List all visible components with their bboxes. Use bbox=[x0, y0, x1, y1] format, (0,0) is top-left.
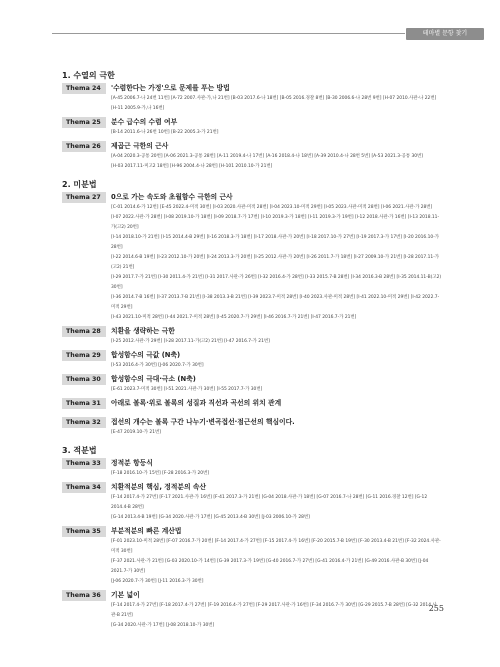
section-title: 1. 수열의 극한 bbox=[62, 71, 115, 80]
theme-body bbox=[111, 374, 442, 395]
theme-row bbox=[62, 458, 442, 479]
theme-ref-line: [I-53 2016.4-가 30번] [J-06 2020.7-가 30번] bbox=[111, 363, 204, 368]
theme-title: 정적분 항등식 bbox=[111, 459, 153, 467]
theme-ref-line: [B-14 2011.6-나 26번 10번] [B-22 2005.3-가 21번] bbox=[111, 130, 219, 135]
header-tab-label: 테마별 문항 찾기 bbox=[422, 30, 468, 37]
theme-row bbox=[62, 117, 442, 138]
theme-body bbox=[111, 83, 442, 114]
theme-tag: Thema 26 bbox=[62, 141, 106, 152]
theme-tag: Thema 25 bbox=[62, 117, 106, 128]
theme-ref-line: [I-43 2021.10-미적 28번] [I-44 2021.7-미적 28번] [I-45 2020.7-가 29번] [I-46 2016.7-가 21번] [I-47 2016.7-가 21번] bbox=[111, 315, 357, 320]
index-content bbox=[62, 70, 442, 638]
theme-ref-line: [I-22 2014.6-B 19번] [I-23 2012.10-가 20번] [I-24 2013.3-가 20번] [I-25 2012.사관-가 20번] [I-26 2011.7-가 18번] [I-27 2009.10-가 21번] [I-28 2017.11-가(고2) 21번] bbox=[111, 255, 440, 270]
theme-body bbox=[111, 458, 442, 479]
theme-tag: Thema 29 bbox=[62, 350, 106, 361]
theme-row bbox=[62, 374, 442, 395]
theme-tag: Thema 36 bbox=[62, 590, 106, 601]
theme-body bbox=[111, 398, 442, 414]
section-spacer bbox=[62, 634, 442, 638]
theme-ref-line: [I-29 2017.7-가 21번] [I-30 2011.4-가 21번] [I-31 2017.사관-가 26번] [I-32 2016.4-가 28번] [I-33 2015.7-B 28번] [I-34 2016.3-B 28번] [I-35 2014.11-B(고2) 30번] bbox=[111, 275, 442, 290]
page-header bbox=[0, 28, 500, 40]
theme-ref-line: [G-34 2020.사관-가 17번] [J-08 2018.10-가 30번] bbox=[111, 623, 215, 628]
theme-ref-line: [F-14 2017.4-가 27번] [F-17 2021.사관-가 16번] [F-41 2017.3-가 21번] [G-04 2018.사관-가 18번] [G-07 2016.7-나 28번] [G-11 2016.경찰 12번] [G-12 2014.4-B 28번] bbox=[111, 495, 428, 510]
theme-row bbox=[62, 192, 442, 323]
theme-title: 접선의 개수는 볼록 구간 나누기·변곡접선·점근선의 핵심이다. bbox=[111, 418, 295, 426]
theme-ref-line: [G-14 2013.4-B 19번] [G-34 2020.사관-가 17번] [G-45 2013.4-B 30번] [J-03 2006.10-가 28번] bbox=[111, 515, 310, 520]
theme-ref-line: [J-06 2020.7-가 30번] [J-11 2016.3-가 30번] bbox=[111, 579, 204, 584]
theme-title: 합성함수의 극대·극소 (N축) bbox=[111, 375, 196, 383]
theme-ref-line: [H-03 2017.11-미고2 18번] [H-96 2004.4-나 28번] [H-101 2010.10-가 21번] bbox=[111, 164, 273, 169]
theme-ref-line: [C-01 2014.6-가 12번] [E-45 2022.4-미적 30번] [I-03 2020.사관-미적 28번] [I-04 2023.10-미적 29번] [I-05 2023.사관-미적 28번] [I-06 2021.사관-가 28번] bbox=[111, 205, 433, 210]
theme-body bbox=[111, 417, 442, 438]
theme-body bbox=[111, 350, 442, 371]
theme-tag: Thema 35 bbox=[62, 526, 106, 537]
theme-tag: Thema 33 bbox=[62, 458, 106, 469]
theme-title: 기본 넓이 bbox=[111, 591, 140, 599]
theme-row bbox=[62, 141, 442, 172]
theme-title: 치환적분의 핵심, 정적분의 속산 bbox=[111, 483, 207, 491]
theme-ref-line: [I-14 2018.10-가 21번] [I-15 2014.4-B 29번] [I-16 2018.3-가 18번] [I-17 2018.사관-가 20번] [I-18 2017.10-가 27번] [I-19 2017.3-가 17번] [I-20 2016.10-가 28번] bbox=[111, 235, 440, 250]
section-title: 3. 적분법 bbox=[62, 446, 97, 455]
theme-title: 치환을 생략하는 극한 bbox=[111, 327, 175, 335]
theme-title: 0으로 가는 속도와 초월함수 극한의 근사 bbox=[111, 193, 233, 201]
theme-tag: Thema 34 bbox=[62, 482, 106, 493]
theme-tag: Thema 31 bbox=[62, 398, 106, 409]
section-title: 2. 미분법 bbox=[62, 180, 97, 189]
theme-row bbox=[62, 350, 442, 371]
theme-ref-line: [F-01 2023.10-미적 28번] [F-07 2016.7-가 20번] [F-14 2017.4-가 27번] [F-15 2017.4-가 16번] [F-20 2015.7-B 19번] [F-30 2013.4-B 21번] [F-32 2024.사관-미적 30번] bbox=[111, 539, 441, 554]
theme-title: 분수 급수의 수렴 여부 bbox=[111, 118, 178, 126]
theme-ref-line: [F-18 2016.10-가 15번] [F-28 2016.3-가 20번] bbox=[111, 471, 210, 476]
theme-body bbox=[111, 526, 442, 587]
theme-body bbox=[111, 482, 442, 523]
theme-row bbox=[62, 417, 442, 438]
theme-ref-line: [F-14 2017.4-가 27번] [F-18 2017.4-가 27번] [F-19 2016.4-가 27번] [F-29 2017.사관-가 16번] [F-34 2016.7-가 30번] [G-29 2015.7-B 28번] [G-32 2014.사관-B 21번] bbox=[111, 603, 437, 618]
theme-row bbox=[62, 482, 442, 523]
theme-ref-line: [A-04 2020.3-공통 20번] [A-06 2021.3-공통 28번] [A-11 2019.4-나 17번] [A-16 2018.4-나 18번] [A-39 2010.4-나 28번 5번] [A-53 2021.3-공통 30번] bbox=[111, 154, 424, 159]
page-number: 255 bbox=[428, 604, 444, 613]
theme-row bbox=[62, 83, 442, 114]
theme-ref-line: [A-45 2006.7-나 24번 11번] [A-72 2007.사관-가,나 21번] [B-03 2017.6-나 18번] [B-05 2016.경찰 8번] [B-30 2006.6-나 28번 9번] [H-07 2010.사관-나 22번] bbox=[111, 96, 437, 101]
theme-tag: Thema 32 bbox=[62, 417, 106, 428]
theme-ref-line: [I-36 2014.7-B 16번] [I-37 2013.7-B 21번] [I-38 2013.3-B 21번] [I-39 2023.7-미적 28번] [I-40 2023.사관-미적 28번] [I-41 2022.10-미적 29번] [I-42 2022.7-미적 29번] bbox=[111, 295, 440, 310]
theme-title: 합성함수의 극값 (N축) bbox=[111, 351, 181, 359]
header-tab bbox=[406, 28, 484, 40]
theme-row bbox=[62, 398, 442, 414]
theme-body bbox=[111, 141, 442, 172]
theme-tag: Thema 30 bbox=[62, 374, 106, 385]
theme-tag: Thema 27 bbox=[62, 192, 106, 203]
theme-body bbox=[111, 117, 442, 138]
theme-tag: Thema 24 bbox=[62, 83, 106, 94]
theme-title: 아래로 볼록·위로 볼록의 성질과 직선과 곡선의 위치 관계 bbox=[111, 399, 282, 407]
theme-ref-line: [F-37 2021.사관-가 21번] [G-03 2020.10-가 14번] [G-39 2017.3-가 19번] [G-40 2016.7-가 27번] [G-41 2016.4-가 21번] [G-49 2016.사관-B 30번] [J-04 2021.7-가 30번] bbox=[111, 559, 429, 574]
theme-row bbox=[62, 526, 442, 587]
theme-title: 제곱근 극한의 근사 bbox=[111, 142, 169, 150]
theme-row bbox=[62, 326, 442, 347]
theme-tag: Thema 28 bbox=[62, 326, 106, 337]
theme-body bbox=[111, 192, 442, 323]
theme-body bbox=[111, 590, 442, 631]
header-rule bbox=[52, 33, 405, 34]
theme-ref-line: [I-07 2022.사관-가 28번] [I-08 2019.10-가 18번] [I-09 2018.7-가 17번] [I-10 2019.3-가 18번] [I-11 2019.3-가 19번] [I-12 2018.사관-가 16번] [I-13 2018.11-가(고2) 20번] bbox=[111, 215, 440, 230]
theme-title: '수렴한다는 가정'으로 문제를 푸는 방법 bbox=[111, 84, 230, 92]
theme-row bbox=[62, 590, 442, 631]
theme-ref-line: [H-11 2005.9-가,나 16번] bbox=[111, 106, 165, 111]
theme-body bbox=[111, 326, 442, 347]
theme-ref-line: [I-25 2012.사관-가 29번] [I-28 2017.11-가(고2) 21번] [I-47 2016.7-가 21번] bbox=[111, 339, 270, 344]
theme-spacer bbox=[111, 409, 442, 414]
theme-ref-line: [E-47 2019.10-가 21번] bbox=[111, 430, 161, 435]
theme-title: 부분적분의 빠른 계산법 bbox=[111, 527, 182, 535]
theme-ref-line: [E-61 2023.7-미적 30번] [I-51 2021.사관-가 30번] [I-55 2017.7-가 30번] bbox=[111, 387, 263, 392]
